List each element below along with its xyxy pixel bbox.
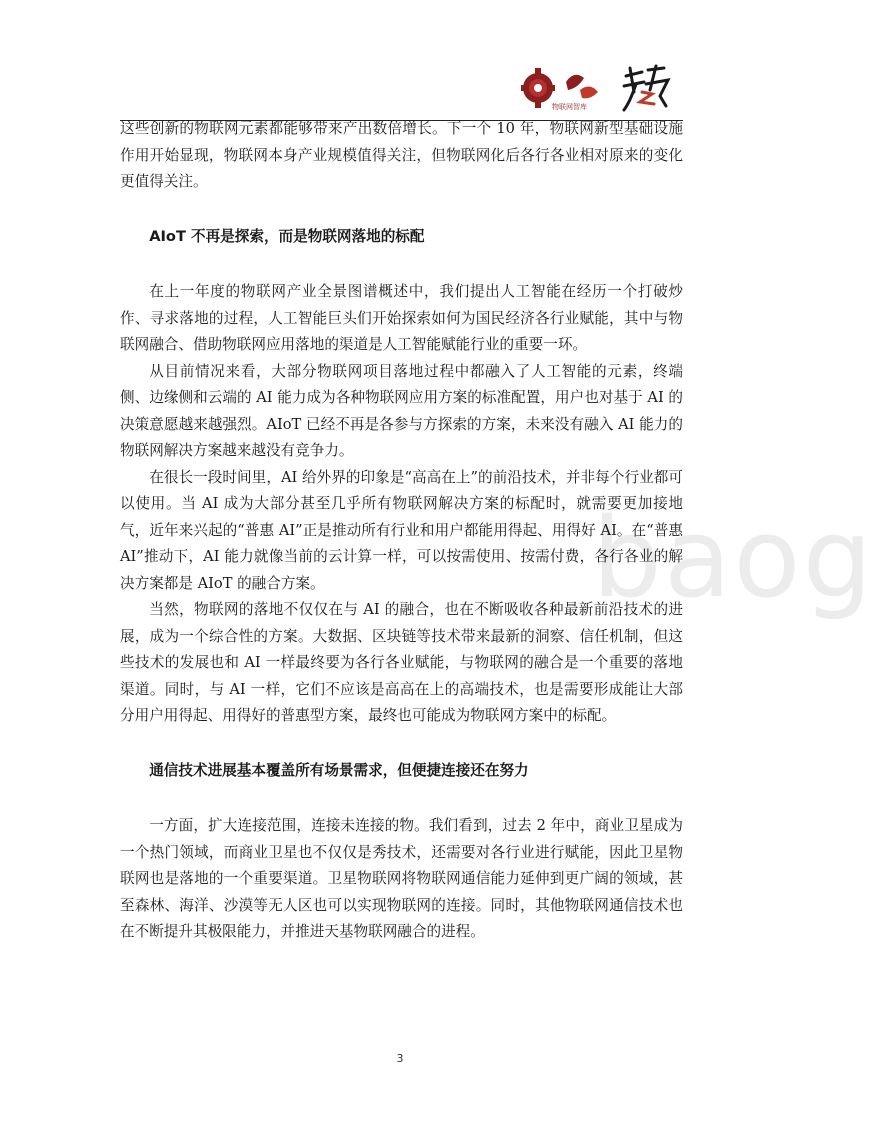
paragraph-aiot-3: 在很长一段时间里，AI 给外界的印象是“高高在上”的前沿技术，并非每个行业都可以使用。当 AI 成为大部分甚至几乎所有物联网解决方案的标配时，就需要更加接地气，近年来兴起的“普惠 AI”正是推动所有行业和用户都能用得起、用得好 AI。在“普惠 AI”推动下，AI 能力就像当前的云计算一样，可以按需使用、按需付费，各行各业的解决方案都是 AIoT 的融合方案。 [120, 468, 683, 592]
paragraph-intro: 这些创新的物联网元素都能够带来产出数倍增长。下一个 10 年，物联网新型基础设施作用开始显现，物联网本身产业规模值得关注，但物联网化后各行各业相对原来的变化更值得关注。 [120, 120, 683, 190]
page-number: 3 [396, 1052, 404, 1065]
paragraph-communication-1: 一方面，扩大连接范围，连接未连接的物。我们看到，过去 2 年中，商业卫星成为一个热门领域，而商业卫星也不仅仅是秀技术，还需要对各行业进行赋能，因此卫星物联网也是落地的一个重要渠道。卫星物联网将物联网通信能力延伸到更广阔的领域，甚至森林、海洋、沙漠等无人区也可以实现物联网的连接。同时，其他物联网通信技术也在不断提升其极限能力，并推进天基物联网融合的进程。 [120, 817, 683, 940]
document-body [120, 116, 683, 946]
section-heading-aiot: AIoT 不再是探索，而是物联网落地的标配 [149, 227, 425, 245]
paragraph-aiot-2: 从目前情况来看，大部分物联网项目落地过程中都融入了人工智能的元素，终端侧、边缘侧和云端的 AI 能力成为各种物联网应用方案的标准配置，用户也对基于 AI 的决策意愿越来越强烈。AIoT 已经不再是各参与方探索的方案，未来没有融入 AI 能力的物联网解决方案越来越没有竞争力。 [120, 362, 683, 459]
section-heading-communication: 通信技术进展基本覆盖所有场景需求，但便捷连接还在努力 [149, 761, 529, 779]
watermark: baog [592, 494, 874, 622]
zhiwu-logo [620, 62, 672, 120]
logo-text: 物联网智库 [552, 103, 587, 111]
iot-think-tank-logo [522, 62, 610, 120]
paragraph-aiot-1: 在上一年度的物联网产业全景图谱概述中，我们提出人工智能在经历一个打破炒作、寻求落地的过程，人工智能巨头们开始探索如何为国民经济各行业赋能，其中与物联网融合、借助物联网应用落地的渠道是人工智能赋能行业的重要一环。 [120, 283, 683, 353]
header-logos [522, 58, 672, 120]
zhiwu-logo-icon [620, 62, 672, 120]
paragraph-aiot-4: 当然，物联网的落地不仅仅在与 AI 的融合，也在不断吸收各种最新前沿技术的进展，成为一个综合性的方案。大数据、区块链等技术带来最新的洞察、信任机制，但这些技术的发展也和 AI 一样最终要为各行各业赋能，与物联网的融合是一个重要的落地渠道。同时，与 AI 一样，它们不应该是高高在上的高端技术，也是需要形成能让大部分用户用得起、用得好的普惠型方案，最终也可能成为物联网方案中的标配。 [120, 601, 683, 724]
